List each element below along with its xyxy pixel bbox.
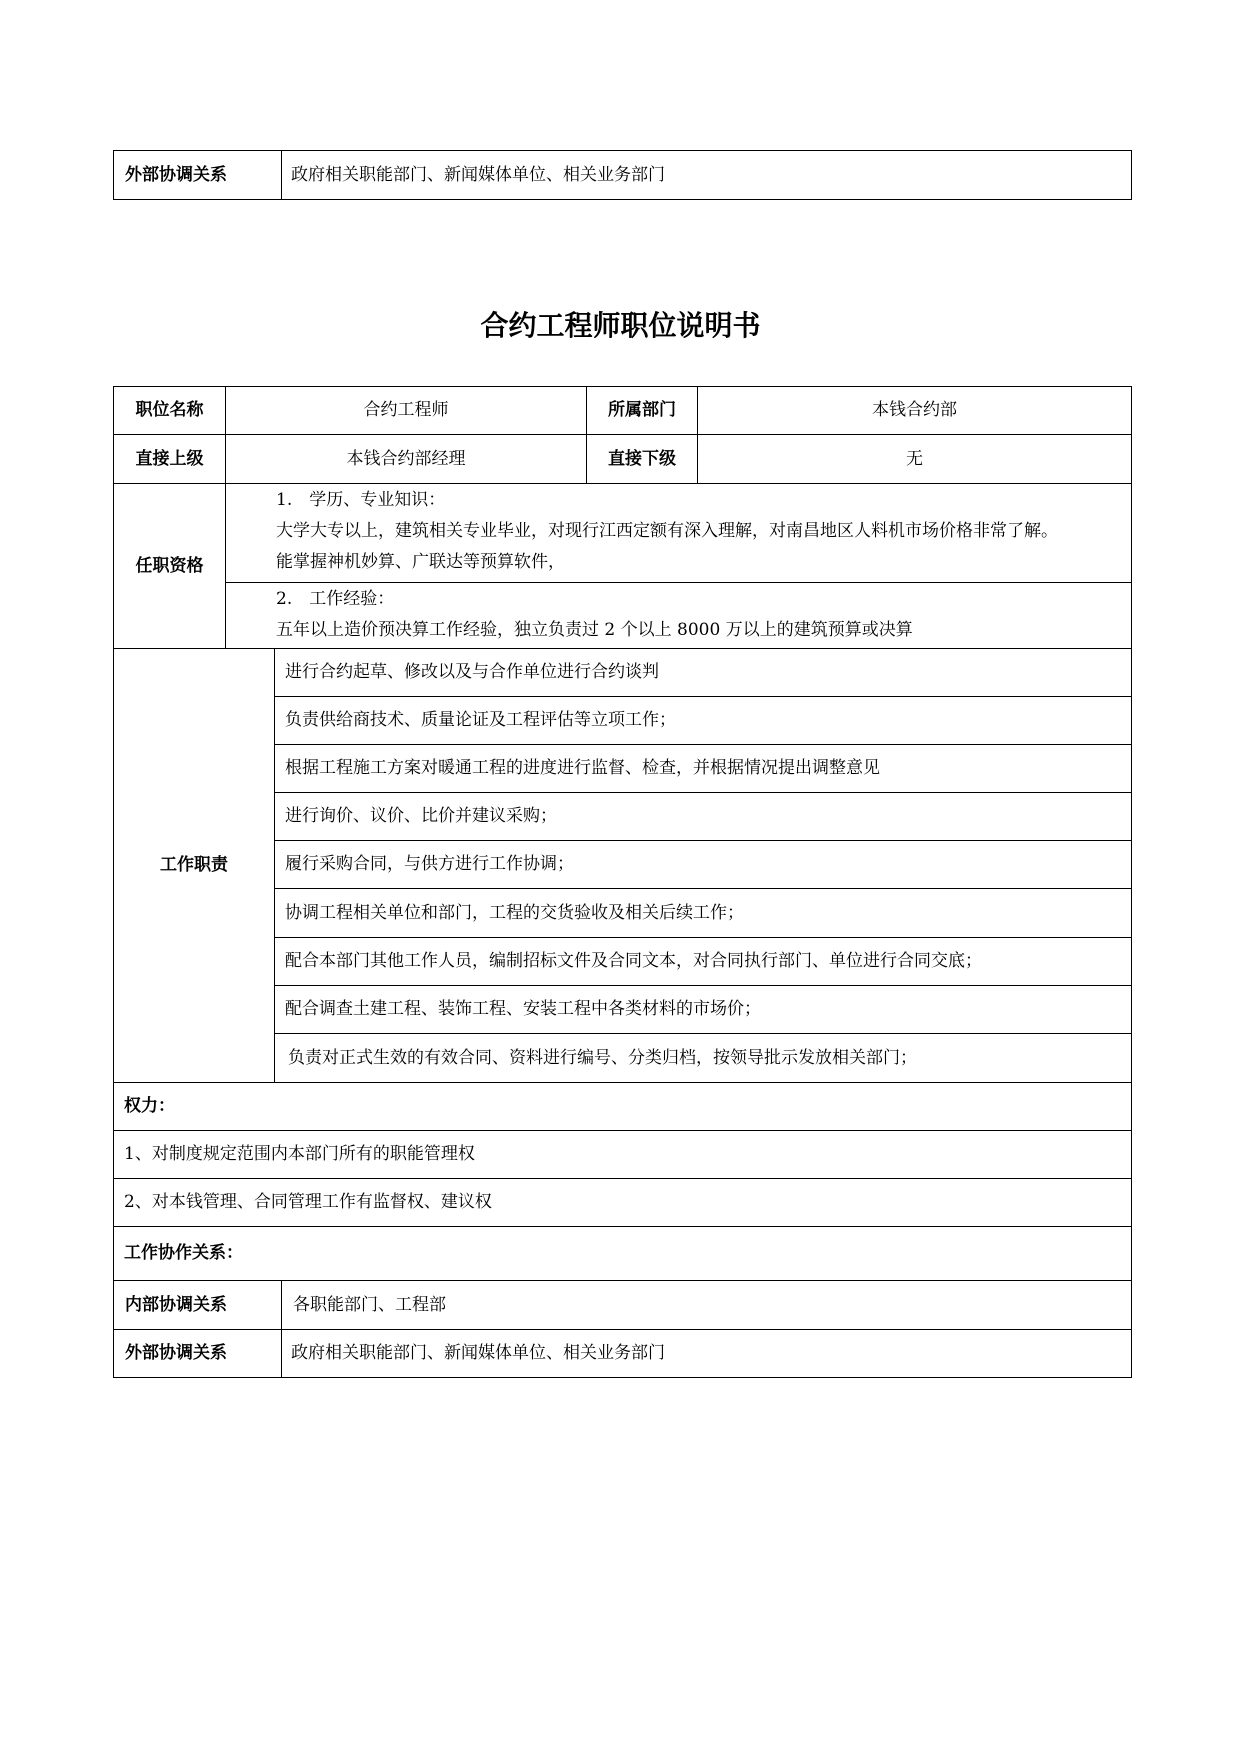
duty-item: 配合调查土建工程、装饰工程、安装工程中各类材料的市场价； — [285, 999, 761, 1019]
superior-label: 直接上级 — [135, 448, 204, 469]
subordinate-label: 直接下级 — [608, 448, 676, 469]
education-line-2: 能掌握神机妙算、广联达等预算软件， — [276, 552, 565, 572]
experience-heading: 2. 工作经验： — [276, 589, 395, 609]
internal-relation-label: 内部协调关系 — [125, 1294, 227, 1315]
duty-item: 负责对正式生效的有效合同、资料进行编号、分类归档，按领导批示发放相关部门； — [288, 1047, 917, 1068]
education-block — [276, 485, 1126, 516]
experience-block — [276, 584, 1126, 646]
duty-item: 进行询价、议价、比价并建议采购； — [285, 806, 557, 826]
authority-item: 1、对制度规定范围内本部门所有的职能管理权 — [124, 1144, 475, 1164]
authority-item: 2、对本钱管理、合同管理工作有监督权、建议权 — [124, 1192, 492, 1212]
qualification-label: 任职资格 — [135, 555, 204, 576]
duty-item: 负责供给商技术、质量论证及工程评估等立项工作； — [285, 710, 676, 730]
authority-heading: 权力： — [124, 1096, 175, 1116]
prev-external-value: 政府相关职能部门、新闻媒体单位、相关业务部门 — [291, 164, 665, 185]
duty-item: 配合本部门其他工作人员，编制招标文件及合同文本，对合同执行部门、单位进行合同交底； — [285, 951, 982, 971]
experience-line-1: 五年以上造价预决算工作经验，独立负责过 2 个以上 8000 万以上的建筑预算或决算 — [276, 620, 913, 640]
duties-label: 工作职责 — [160, 855, 228, 875]
internal-relation-value: 各职能部门、工程部 — [293, 1294, 446, 1315]
education-text — [276, 516, 1131, 578]
collaboration-heading: 工作协作关系： — [124, 1243, 243, 1263]
position-name-label: 职位名称 — [135, 400, 204, 420]
external-relation-label: 外部协调关系 — [125, 1343, 227, 1363]
page-title: 合约工程师职位说明书 — [480, 309, 761, 342]
position-name-value: 合约工程师 — [363, 400, 449, 420]
subordinate-value: 无 — [906, 448, 923, 469]
superior-value: 本钱合约部经理 — [346, 448, 466, 469]
duty-item: 协调工程相关单位和部门，工程的交货验收及相关后续工作； — [285, 902, 744, 923]
duty-item: 进行合约起草、修改以及与合作单位进行合约谈判 — [285, 662, 659, 682]
department-label: 所属部门 — [608, 400, 676, 420]
education-heading: 1. 学历、专业知识： — [276, 490, 446, 510]
duty-item: 履行采购合同，与供方进行工作协调； — [285, 854, 574, 874]
duty-item: 根据工程施工方案对暖通工程的进度进行监督、检查，并根据情况提出调整意见 — [285, 758, 880, 778]
external-relation-value: 政府相关职能部门、新闻媒体单位、相关业务部门 — [291, 1343, 665, 1363]
department-value: 本钱合约部 — [872, 400, 957, 420]
prev-external-label: 外部协调关系 — [125, 164, 227, 185]
education-line-1: 大学大专以上，建筑相关专业毕业，对现行江西定额有深入理解，对南昌地区人料机市场价格非常了解。 — [276, 521, 1058, 541]
